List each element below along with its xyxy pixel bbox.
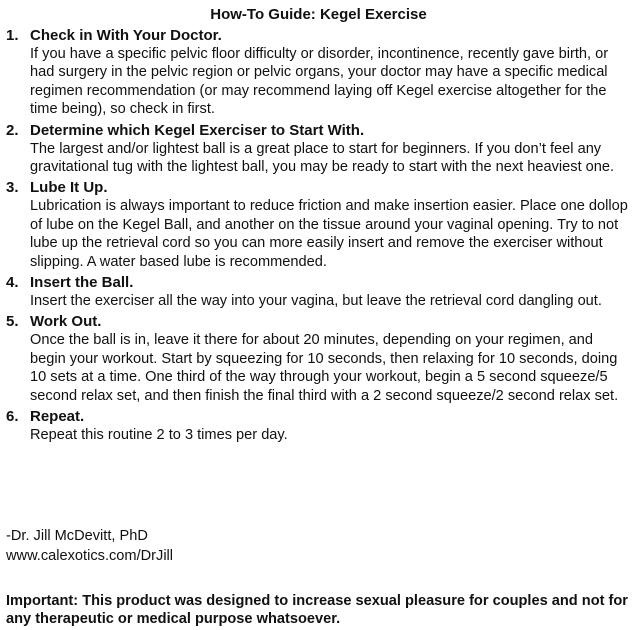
step-4 xyxy=(6,273,634,312)
step-3 xyxy=(6,178,634,273)
step-title: Insert the Ball. xyxy=(30,274,134,292)
step-5 xyxy=(6,312,634,407)
step-title: Lube It Up. xyxy=(30,179,108,197)
step-1 xyxy=(6,26,634,121)
step-number: 4. xyxy=(6,274,19,292)
step-body: Once the ball is in, leave it there for about 20 minutes, depending on your regimen, and begin your workout. Start by squeezing for 10 seconds, then relaxing for 10 seconds, doing 10 sets at a time. One third of the way through your workout, begin a 5 second squeeze/5 second relax set, and then finish the final third with a 2 second squeeze/2 second relax set. xyxy=(30,332,619,404)
step-number: 1. xyxy=(6,27,19,44)
step-number: 6. xyxy=(6,408,19,426)
step-number: 3. xyxy=(6,179,19,197)
important-notice: Important: This product was designed to increase sexual pleasure for couples and not for any therapeutic or medical purpose whatsoever. xyxy=(6,593,628,627)
step-title: Repeat. xyxy=(30,408,85,426)
step-title: Check in With Your Doctor. xyxy=(30,27,222,44)
step-title: Determine which Kegel Exerciser to Start With. xyxy=(30,121,365,139)
step-heading xyxy=(6,178,634,197)
step-body: If you have a specific pelvic floor difficulty or disorder, incontinence, recently gave birth, or had surgery in the pelvic region or pelvic organs, your doctor may have a specific medical regimen recommendation (or may recommend laying off Kegel exercise altogether for the time being), so check in first. xyxy=(30,46,609,118)
author-url: www.calexotics.com/DrJill xyxy=(6,548,174,564)
step-number: 2. xyxy=(6,121,19,139)
step-heading xyxy=(6,26,634,45)
step-body: Repeat this routine 2 to 3 times per day. xyxy=(30,427,288,444)
step-body: The largest and/or lightest ball is a great place to start for beginners. If you don’t feel any gravitational tug with the lightest ball, you may be ready to start with the next heaviest one. xyxy=(30,140,615,176)
step-2 xyxy=(6,121,634,179)
step-heading xyxy=(6,407,634,426)
step-heading xyxy=(6,121,634,140)
step-title: Work Out. xyxy=(30,313,102,331)
step-heading xyxy=(6,312,634,331)
step-body: Lubrication is always important to reduce friction and make insertion easier. Place one dollop of lube on the Kegel Ball, and another on the tissue around your vaginal opening. Try to not lube up the retrieval cord so you can more easily insert and remove the exerciser without slipping. A water based lube is recommended. xyxy=(30,198,628,270)
steps-list xyxy=(6,26,634,447)
step-body: Insert the exerciser all the way into your vagina, but leave the retrieval cord dangling out. xyxy=(30,293,602,310)
author-credit: -Dr. Jill McDevitt, PhD xyxy=(6,528,148,544)
step-heading xyxy=(6,273,634,292)
step-number: 5. xyxy=(6,313,19,331)
step-6 xyxy=(6,407,634,446)
page-title: How-To Guide: Kegel Exercise xyxy=(210,6,427,23)
